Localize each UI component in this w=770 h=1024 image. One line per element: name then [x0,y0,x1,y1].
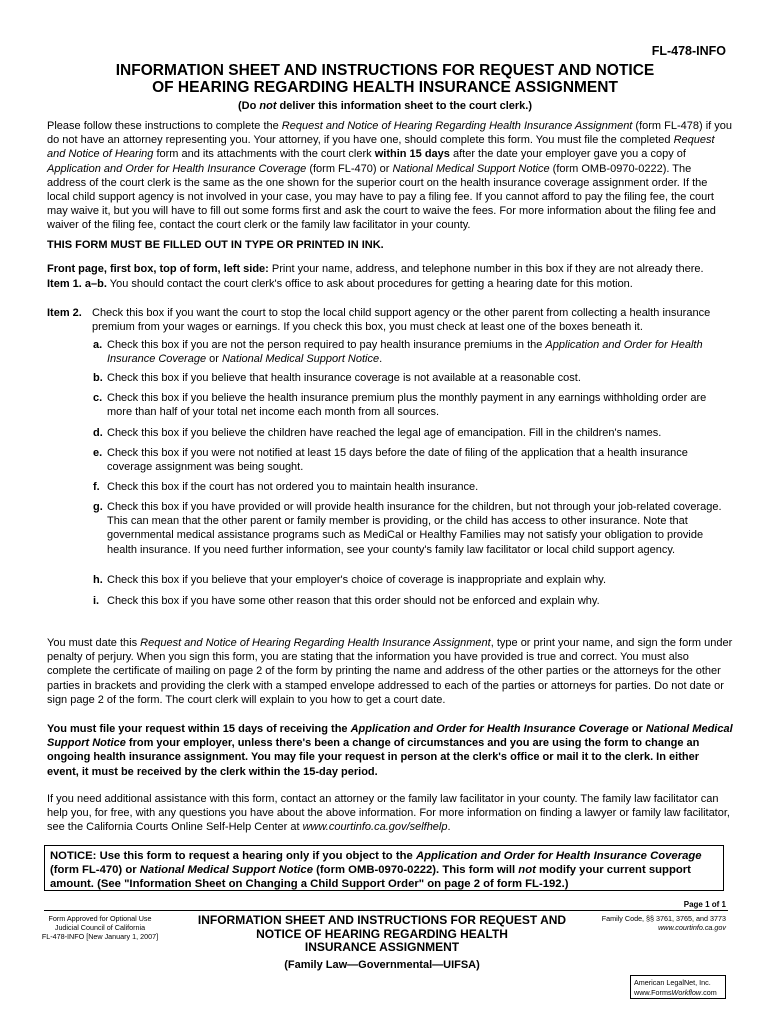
filing-deadline: You must file your request within 15 days of receiving the Application and Order for Health Insurance Coverage or National Medical Support Notice from your employer, unless there's been a change of circumstances and you are using the form to change an ongoing health insurance assignment. You may file your request in person at the clerk's office or mail it to the clerk. In either event, it must be received by the clerk within the 15-day period. [47,723,733,778]
form-page: FL-478-INFO INFORMATION SHEET AND INSTRUCTIONS FOR REQUEST AND NOTICE OF HEARING REGARDING HEALTH INSURANCE ASSIGNMENT (Do not deliver this information sheet to the court clerk.) Please follow these instructions to complete the Request and Notice of Hearing Regarding Health Insurance Assignment (form FL-478) if you do not have an attorney representing you. Your attorney, if you have one, should complete this form. You must file the completed Request and Notice of Hearing form and its attachments with the court clerk within 15 days after the date your employer gave you a copy of Application and Order for Health Insurance Coverage (form FL-470) or National Medical Support Notice (form OMB-0970-0222). The address of the court clerk is the same as the one shown for the superior court on the health insurance coverage assignment order. If the local child support agency is not involved in your case, you may have to pay a filing fee. If you cannot afford to pay the filing fee, the court may waive it, but you will have to fill out some forms first and ask the court to waive the fees. For more information about the filing fee and waiver of the filing fee, contact the court clerk or the family law facilitator in your county. THIS FORM MUST BE FILLED OUT IN TYPE OR PRINTED IN INK. Front page, first box, top of form, left side: Print your name, address, and telephone number in this box if they are not already there. Item 1. a–b. You should contact the court clerk's office to ask about procedures for getting a hearing date for this motion. Item 2. Check this box if you want the court to stop the local child support agency or the other parent from collecting a health insurance premium from your wages or earnings. If you check this box, you must check at least one of the boxes beneath it. a. Check this box if you are not the person required to pay health insurance premiums in the Application and Order for Health Insurance Coverage or National Medical Support Notice. b. Check this box if you believe that health insurance coverage is not available at a reasonable cost. c. Check this box if you believe the health insurance premium plus the monthly payment in any earnings withholding order are more than half of your total net income each month from all sources. d. Check this box if you believe the children have reached the legal age of emancipation. Fill in the children's names. e. Check this box if you were not notified at least 15 days before the date of filing of the application that a health insurance coverage assignment was being sought. f. Check this box if the court has not ordered you to maintain health insurance. g. Check this box if you have provided or will provide health insurance for the children, but not through your job-related coverage. This can mean that the other parent or family member is providing, or the child has access to other insurance. Note that governmental medical assistance programs such as MediCal or Healthy Families may not satisfy your obligation to provide health insurance. If you need further information, see your county's family law facilitator or local child support agency. h. Check this box if you believe that your employer's choice of coverage is inappropriate and explain why. i. Check this box if you have some other reason that this order should not be enforced and explain why. You must date this Request and Notice of Hearing Regarding Health Insurance Assignment, type or print your name, and sign the form under penalty of perjury. When you sign this form, you are stating that the information you have provided is true and correct. You must also complete the certificate of mailing on page 2 of the form by printing the name and address of the other parties or the attorneys for the other parties in brackets and providing the clerk with a stamped envelope addressed to each of the parties or attorneys for parties. Do not date or sign page 2 of the form. The court clerk will explain to you how to get a court date. You must file your request within 15 days of receiving the Application and Order for Health Insurance Coverage or National Medical Support Notice from your employer, unless there's been a change of circumstances and you are using the form to change an ongoing health insurance assignment. You may file your request in person at the clerk's office or mail it to the clerk. In either event, it must be received by the clerk within the 15-day period. If you need additional assistance with this form, contact an attorney or the family law facilitator in your county. The family law facilitator can help you, for free, with any questions you have about the above information. For more information on finding a lawyer or family law facilitator, see the California Courts Online Self-Help Center at www.courtinfo.ca.gov/selfhelp. NOTICE: Use this form to request a hearing only if you object to the Application and Order for Health Insurance Coverage (form FL-470) or National Medical Support Notice (form OMB-0970-0222). This form will not modify your current support amount. (See "Information Sheet on Changing a Child Support Order" on page 2 of form FL-192.) Page 1 of 1 Form Approved for Optional Use Judicial Council of California FL-478-INFO [New January 1, 2007] INFORMATION SHEET AND INSTRUCTIONS FOR REQUEST AND NOTICE OF HEARING REGARDING HEALTH INSURANCE ASSIGNMENT (Family Law—Governmental—UIFSA) Family Code, §§ 3761, 3765, and 3773 www.courtinfo.ca.gov American LegalNet, Inc. www.FormsWorkflow.com [0,0,770,1024]
front-page-instruction: Front page, first box, top of form, left side: Print your name, address, and telephone number in this box if they are not already there. [47,263,704,275]
footer-title: INFORMATION SHEET AND INSTRUCTIONS FOR REQUEST AND NOTICE OF HEARING REGARDING HEALTH INSURANCE ASSIGNMENT (Family Law—Governmental—UIFSA) [197,913,567,971]
item-2-text: Check this box if you want the court to stop the local child support agency or the other parent from collecting a health insurance premium from your wages or earnings. If you check this box, you must check at least one of the boxes beneath it. [92,307,711,333]
signing-instructions: You must date this Request and Notice of Hearing Regarding Health Insurance Assignment, type or print your name, and sign the form under penalty of perjury. When you sign this form, you are stating that the information you have provided is true and correct. You must also complete the certificate of mailing on page 2 of the form by printing the name and address of the other parties or the attorneys for the other parties in brackets and providing the clerk with a stamped envelope addressed to each of the parties or attorneys for parties. Do not date or sign page 2 of the form. The court clerk will explain to you how to get a court date. [47,637,733,706]
form-id: FL-478-INFO [651,44,726,58]
title-line-1: INFORMATION SHEET AND INSTRUCTIONS FOR REQUEST AND NOTICE [115,62,655,79]
item-2-label: Item 2. [47,307,82,319]
notice-box: NOTICE: Use this form to request a hearing only if you object to the Application and Order for Health Insurance Coverage (form FL-470) or National Medical Support Notice (form OMB-0970-0222). This form will not modify your current support amount. (See "Information Sheet on Changing a Child Support Order" on page 2 of form FL-192.) [44,845,724,891]
assistance-paragraph: If you need additional assistance with this form, contact an attorney or the family law facilitator in your county. The family law facilitator can help you, for free, with any questions you have about the above information. For more information on finding a lawyer or family law facilitator, see the California Courts Online Self-Help Center at www.courtinfo.ca.gov/selfhelp. [47,793,730,834]
publisher-box: American LegalNet, Inc. www.FormsWorkflow.com [630,975,726,999]
item-1-instruction: Item 1. a–b. You should contact the court clerk's office to ask about procedures for getting a hearing date for this motion. [47,278,633,290]
footer-approval: Form Approved for Optional Use Judicial Council of California FL-478-INFO [New January 1, 2007] [41,914,159,941]
ink-requirement: THIS FORM MUST BE FILLED OUT IN TYPE OR PRINTED IN INK. [47,239,384,251]
footer-code-reference: Family Code, §§ 3761, 3765, and 3773 www.courtinfo.ca.gov [566,914,726,932]
courtinfo-link[interactable]: www.courtinfo.ca.gov [658,923,726,932]
selfhelp-link[interactable]: www.courtinfo.ca.gov/selfhelp [302,821,448,834]
title-line-2: OF HEARING REGARDING HEALTH INSURANCE ASSIGNMENT [152,79,618,96]
formsworkflow-link[interactable]: www.FormsWorkflow.com [634,988,717,997]
page-number: Page 1 of 1 [683,900,726,909]
footer-divider [44,910,728,911]
intro-paragraph: Please follow these instructions to complete the Request and Notice of Hearing Regarding Health Insurance Assignment (form FL-478) if you do not have an attorney representing you. Your attorney, if you have one, should complete this form. You must file the completed Request and Notice of Hearing form and its attachments with the court clerk within 15 days after the date your employer gave you a copy of Application and Order for Health Insurance Coverage (form FL-470) or National Medical Support Notice (form OMB-0970-0222). The address of the court clerk is the same as the one shown for the superior court on the health insurance coverage assignment order. If the local child support agency is not involved in your case, you may have to pay a filing fee. If you cannot afford to pay the filing fee, the court may waive it, but you will have to fill out some forms first and ask the court to waive the fees. For more information about the filing fee and waiver of the filing fee, contact the court clerk or the family law facilitator in your county. [47,120,733,232]
do-not-deliver-note: (Do not deliver this information sheet to the court clerk.) [238,100,532,112]
